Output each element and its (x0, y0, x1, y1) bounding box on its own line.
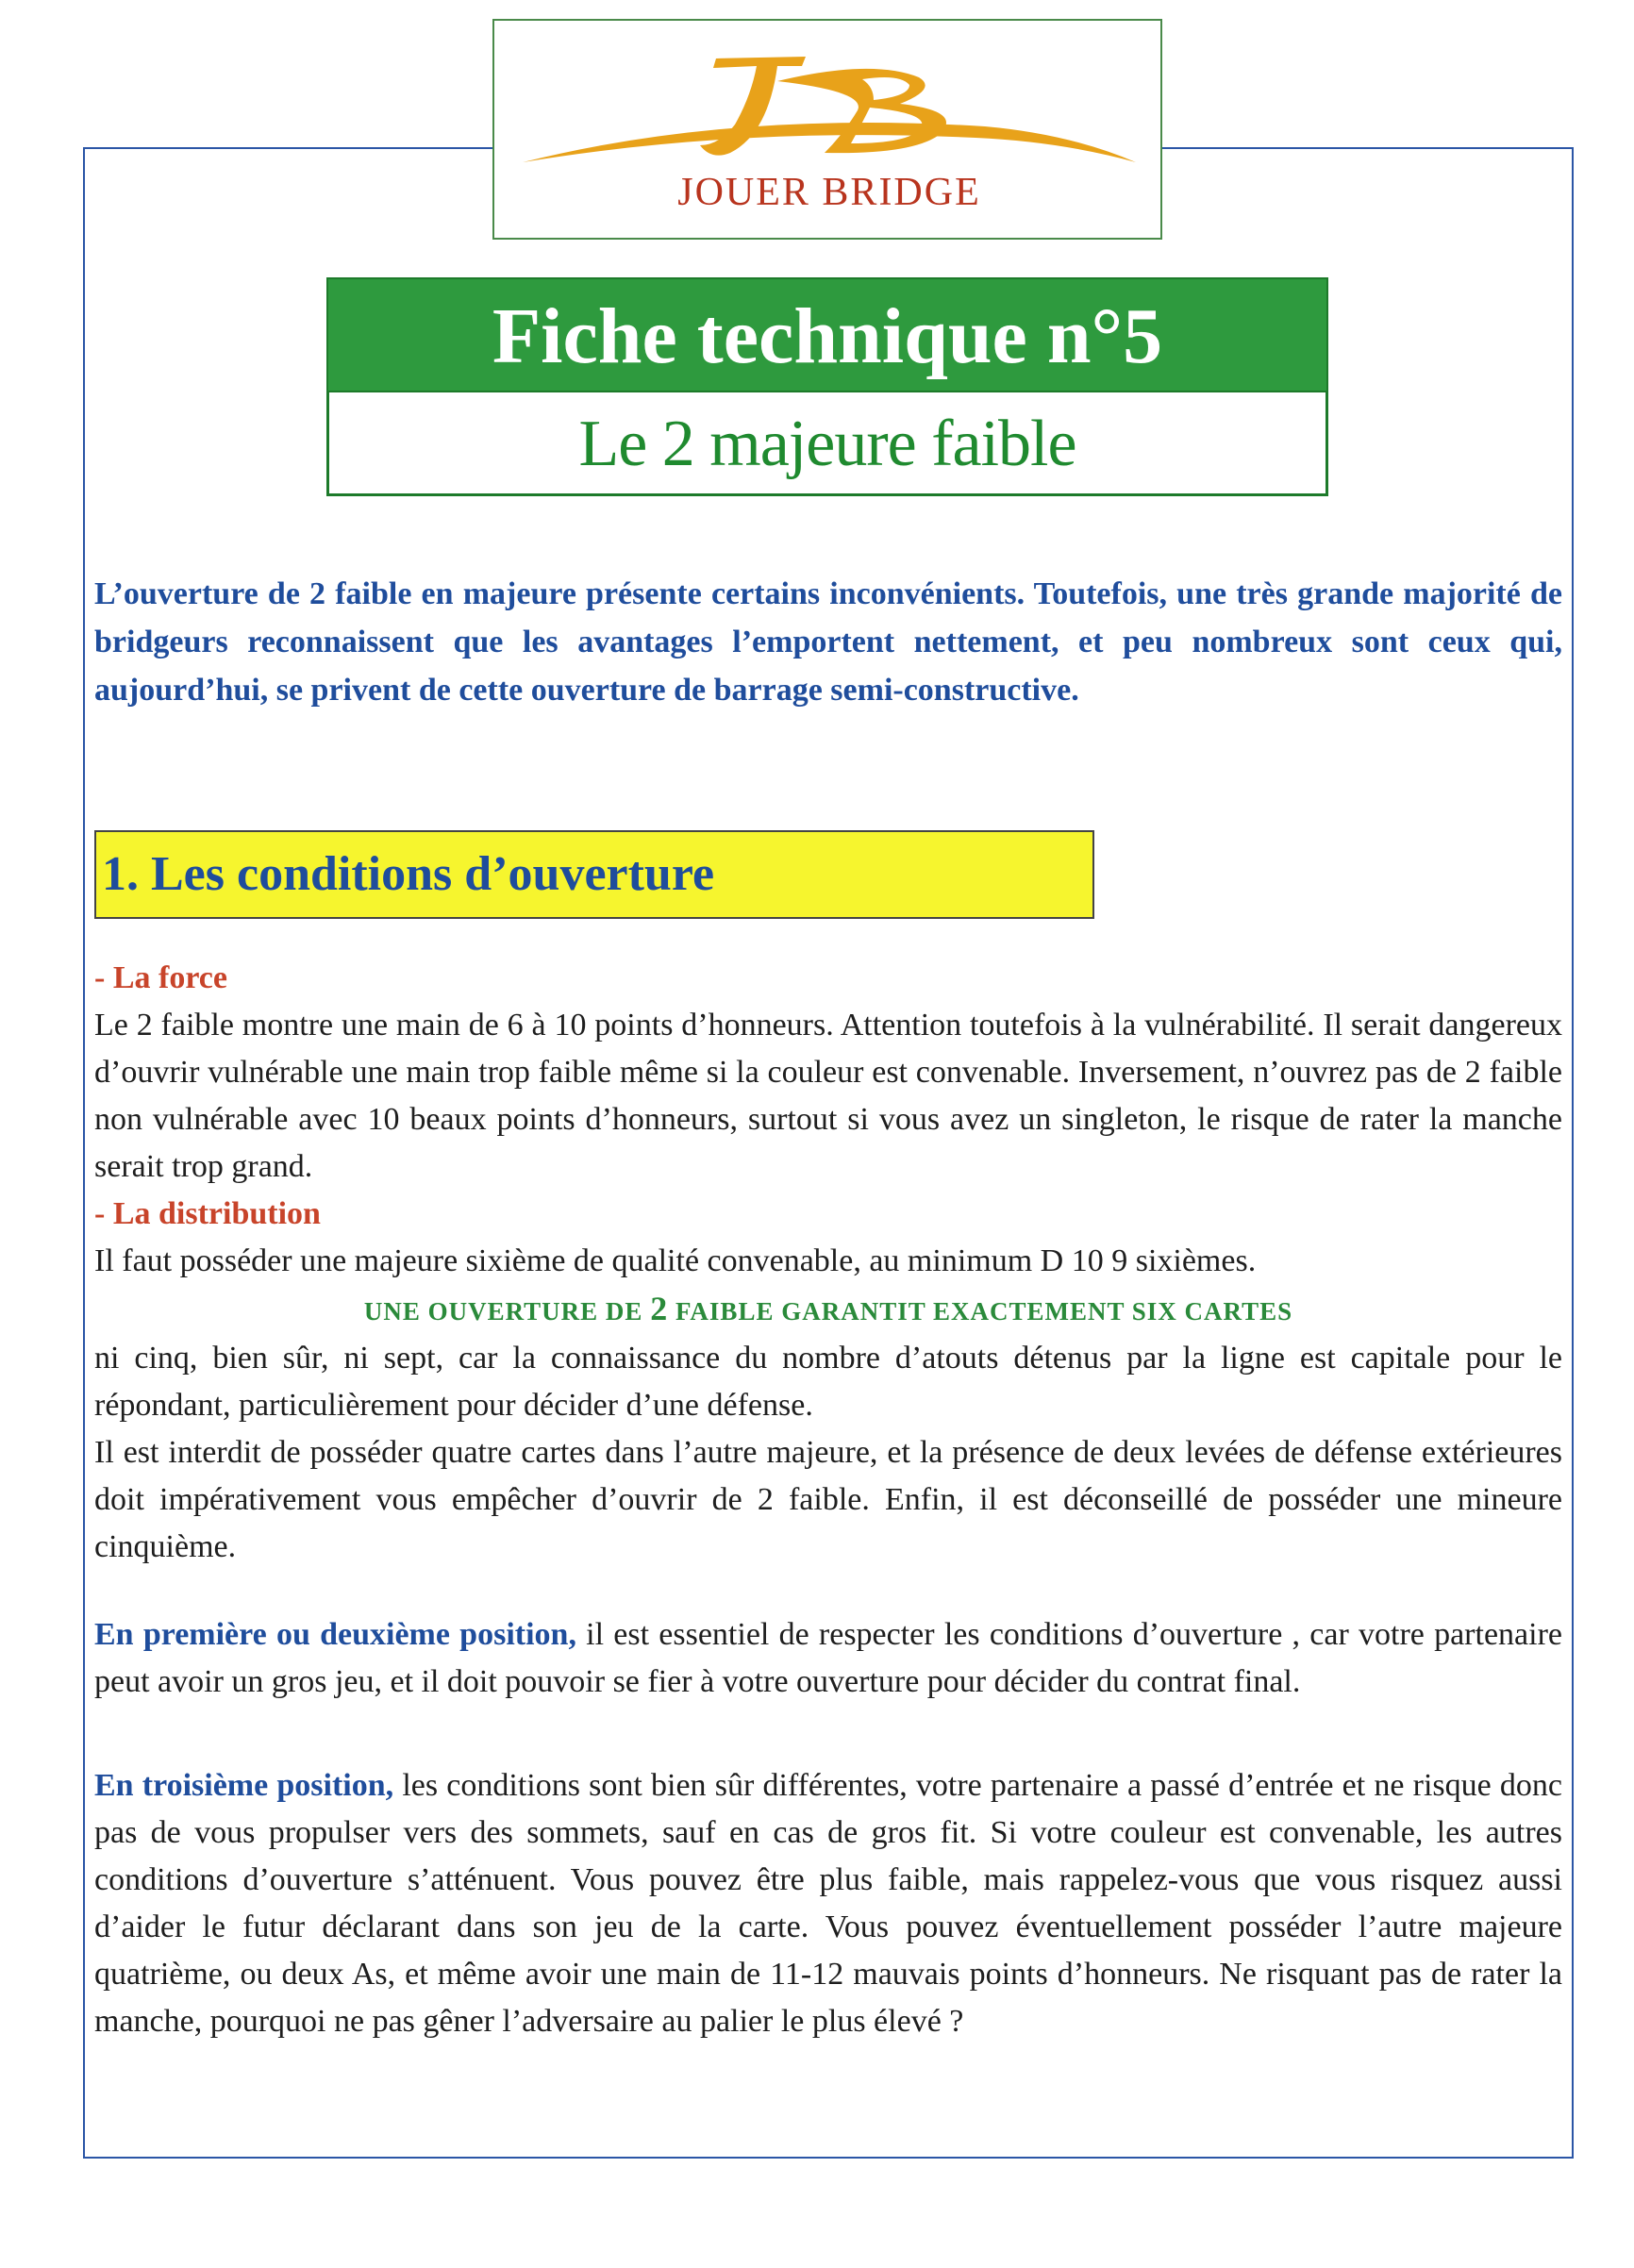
intro-paragraph: L’ouverture de 2 faible en majeure présente certains inconvénients. Toutefois, une très grande majorité de bridgeurs reconnaissent que les avantages l’emportent nettement, et peu nombreux sont ceux qui, aujourd’hui, se privent de cette ouverture de barrage semi-constructive. (94, 576, 1562, 708)
paragraph-distribution: Il faut posséder une majeure sixième de qualité convenable, au minimum D 10 9 sixièmes. (94, 1243, 1257, 1278)
section-heading: 1. Les conditions d’ouverture (94, 830, 1094, 919)
position-12-text: il est essentiel de respecter les conditions d’ouverture , car votre partenaire peut avoir un gros jeu, et il doit pouvoir se fier à votre ouverture pour décider du contrat final. (94, 1617, 1562, 1699)
paragraph-position-12 (94, 1611, 1562, 1706)
caps-after: FAIBLE GARANTIT EXACTEMENT SIX CARTES (675, 1297, 1293, 1326)
section-body (94, 955, 1562, 1571)
paragraph-force: Le 2 faible montre une main de 6 à 10 points d’honneurs. Attention toutefois à la vulnérabilité. Il serait dangereux d’ouvrir vulnérable une main trop faible même si la couleur est convenable. Inversement, n’ouvrez pas de 2 faible non vulnérable avec 10 beaux points d’honneurs, surtout si vous avez un singleton, le risque de rater la manche serait trop grand. (94, 1008, 1562, 1184)
sheet-subtitle: Le 2 majeure faible (326, 392, 1328, 496)
highlight-caps-line (94, 1285, 1562, 1335)
position-12-block (94, 1611, 1562, 1706)
paragraph-position-3 (94, 1762, 1562, 2045)
position-12-lead: En première ou deuxième position, (94, 1617, 576, 1652)
logo (492, 19, 1162, 240)
position-3-lead: En troisième position, (94, 1768, 394, 1803)
caps-before: UNE OUVERTURE DE (363, 1297, 643, 1326)
paragraph-after-caps-1: ni cinq, bien sûr, ni sept, car la connaissance du nombre d’atouts détenus par la ligne est capitale pour le répondant, particulièrement pour décider d’une défense. (94, 1341, 1562, 1423)
paragraph-after-caps-2: Il est interdit de posséder quatre cartes dans l’autre majeure, et la présence de deux levées de défense extérieures doit impérativement vous empêcher d’ouvrir de 2 faible. Enfin, il est déconseillé de posséder une mineure cinquième. (94, 1435, 1562, 1564)
logo-wordmark: JOUER BRIDGE (677, 171, 981, 214)
subhead-distribution: - La distribution (94, 1196, 321, 1231)
sheet-title: Fiche technique n°5 (326, 277, 1328, 392)
caps-number: 2 (650, 1290, 669, 1327)
position-3-text: les conditions sont bien sûr différentes, votre partenaire a passé d’entrée et ne risque donc pas de vous propulser vers des sommets, sauf en cas de gros fit. Si votre couleur est convenable, les autres conditions d’ouverture s’atténuent. Vous pouvez être plus faible, mais rappelez-vous que vous risquez aussi d’aider le futur déclarant dans son jeu de la carte. Vous pouvez éventuellement posséder l’autre majeure quatrième, ou deux As, et même avoir une main de 11-12 mauvais points d’honneurs. Ne risquant pas de rater la manche, pourquoi ne pas gêner l’adversaire au palier le plus élevé ? (94, 1768, 1563, 2039)
subhead-force: - La force (94, 960, 227, 995)
position-3-block (94, 1762, 1562, 2045)
